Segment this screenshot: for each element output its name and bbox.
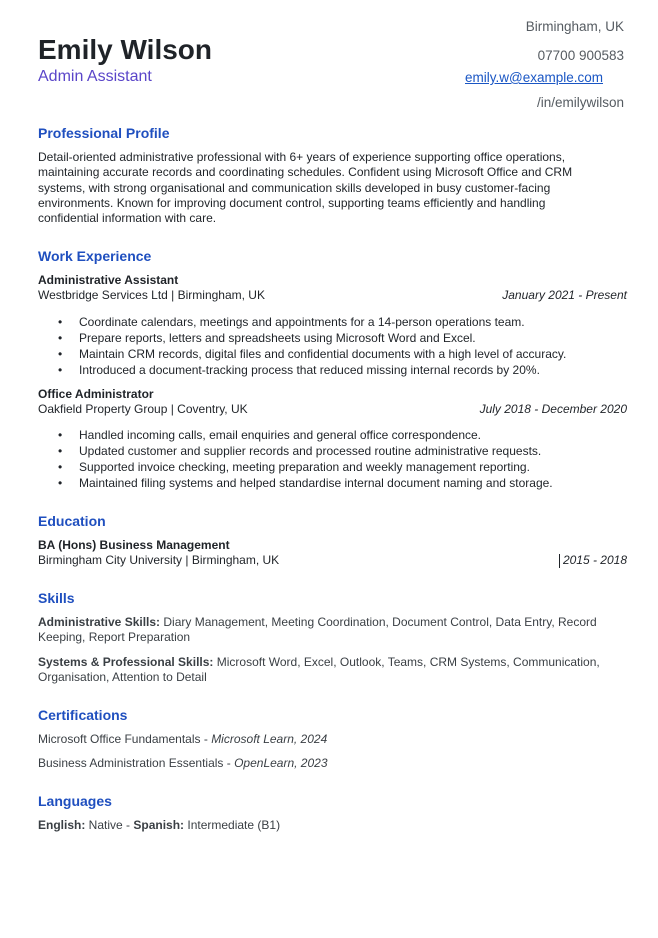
language-level: Intermediate (B1) (184, 818, 281, 832)
list-item: • Introduced a document-tracking process that reduced missing internal records by 20%. (38, 362, 618, 378)
candidate-name: Emily Wilson (38, 34, 213, 65)
certification-item (38, 732, 327, 747)
skill-group-label: Systems & Professional Skills: (38, 655, 214, 669)
language-level: Native - (85, 818, 134, 832)
job-dates: July 2018 - December 2020 (479, 402, 627, 416)
contact-linkedin: /in/emilywilson (536, 95, 624, 110)
education-degree: BA (Hons) Business Management (38, 538, 230, 552)
skill-group-items: Microsoft Word, Excel, Outlook, Teams, CRM Systems, Communication, (213, 655, 600, 669)
profile-line: confidential information with care. (38, 211, 217, 226)
skill-group-items: Organisation, Attention to Detail (38, 670, 207, 685)
list-item: • Supported invoice checking, meeting preparation and weekly management reporting. (38, 459, 618, 475)
contact-email[interactable] (465, 69, 603, 87)
contact-phone: 07700 900583 (537, 48, 624, 63)
job-company: Westbridge Services Ltd | Birmingham, UK (38, 288, 265, 302)
certification-issuer: OpenLearn, 2023 (234, 756, 328, 770)
skill-group (38, 615, 628, 646)
education-school: Birmingham City University | Birmingham, UK (38, 553, 280, 567)
section-heading-certifications: Certifications (38, 707, 128, 723)
skill-group-label: Administrative Skills: (38, 615, 161, 629)
job-bullets (38, 314, 618, 378)
job-title: Office Administrator (38, 387, 154, 401)
section-heading-education: Education (38, 513, 106, 529)
language-name: English: (38, 818, 86, 832)
list-item: • Maintained filing systems and helped standardise internal document naming and storage. (38, 475, 618, 491)
job-company: Oakfield Property Group | Coventry, UK (38, 402, 248, 416)
education-dates: 2015 - 2018 (562, 553, 627, 567)
languages-line (38, 818, 280, 833)
job-dates: January 2021 - Present (502, 288, 627, 302)
section-heading-profile: Professional Profile (38, 125, 170, 141)
language-name: Spanish: (133, 818, 185, 832)
skill-group-items: Diary Management, Meeting Coordination, Document Control, Data Entry, Record (160, 615, 597, 629)
section-heading-skills: Skills (38, 590, 75, 606)
profile-line: maintaining accurate records and coordinating schedules. Confident using Microsoft Office and CRM (38, 165, 573, 180)
email-link[interactable]: emily.w@example.com (465, 70, 603, 85)
certification-item (38, 756, 328, 771)
profile-line: systems, with strong organisational and communication skills developed in busy customer-facing (38, 180, 551, 195)
list-item: • Maintain CRM records, digital files and confidential documents with a high level of accuracy. (38, 346, 618, 362)
section-heading-languages: Languages (38, 793, 112, 809)
job-bullets (38, 427, 618, 491)
contact-location: Birmingham, UK (525, 19, 624, 34)
profile-line: Detail-oriented administrative professional with 6+ years of experience supporting office operations, (38, 150, 566, 164)
text-cursor (559, 554, 560, 568)
profile-line: environments. Known for improving document control, supporting teams efficiently and handling (38, 195, 546, 210)
profile-text (38, 150, 598, 226)
certification-issuer: Microsoft Learn, 2024 (211, 732, 328, 746)
list-item: • Updated customer and supplier records and processed routine administrative requests. (38, 443, 618, 459)
job-title: Administrative Assistant (38, 273, 179, 287)
list-item: • Coordinate calendars, meetings and appointments for a 14-person operations team. (38, 314, 618, 330)
skill-group-items: Keeping, Report Preparation (38, 630, 191, 645)
list-item: • Handled incoming calls, email enquiries and general office correspondence. (38, 427, 618, 443)
candidate-role: Admin Assistant (38, 68, 152, 85)
certification-name: Business Administration Essentials - (38, 756, 235, 770)
list-item: • Prepare reports, letters and spreadsheets using Microsoft Word and Excel. (38, 330, 618, 346)
certification-name: Microsoft Office Fundamentals - (38, 732, 212, 746)
skill-group (38, 655, 628, 686)
section-heading-experience: Work Experience (38, 248, 152, 264)
